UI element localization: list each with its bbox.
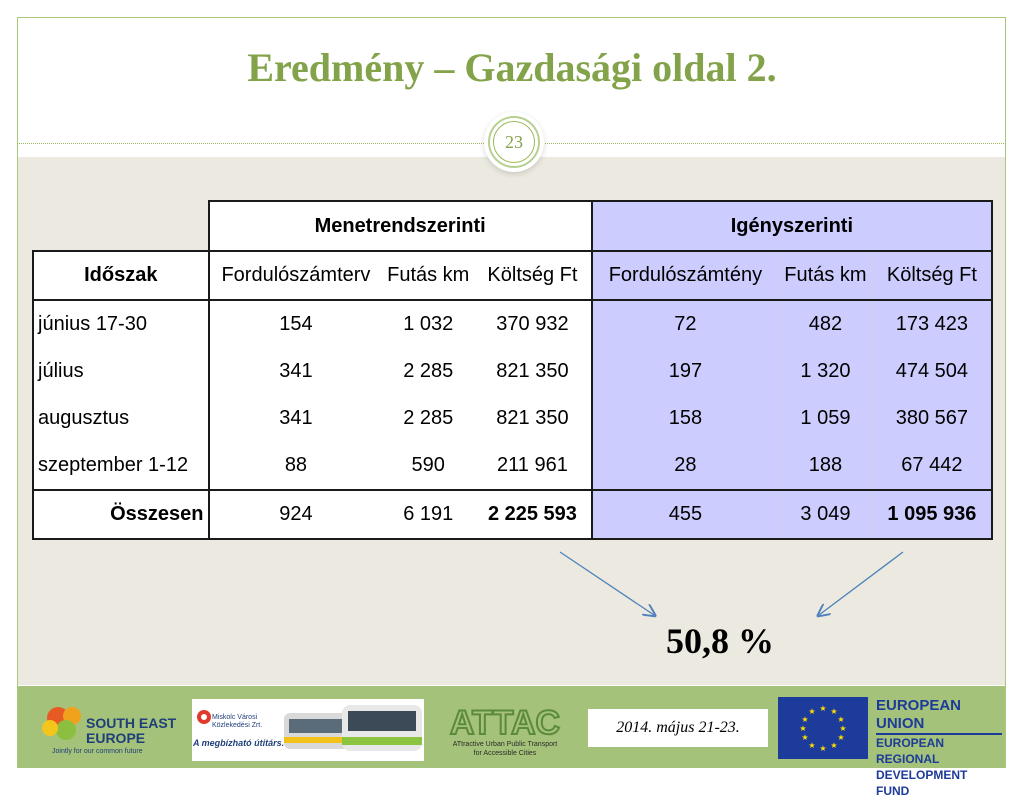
- attac-sub-line-2: for Accessible Cities: [473, 750, 537, 757]
- table-cell: 590: [382, 442, 474, 490]
- table-cell: 188: [779, 442, 873, 490]
- svg-text:★: ★: [801, 733, 809, 742]
- svg-text:★: ★: [799, 724, 807, 733]
- group-header-igeny: Igényszerinti: [592, 201, 992, 251]
- table-cell: 1 320: [779, 348, 873, 395]
- table-cell: 67 442: [872, 442, 992, 490]
- svg-text:★: ★: [837, 715, 845, 724]
- attac-logo-text: ATTAC: [449, 704, 561, 742]
- total-row: [33, 490, 992, 539]
- svg-text:★: ★: [808, 707, 816, 716]
- table-cell: 88: [209, 442, 383, 490]
- table-cell: 474 504: [872, 348, 992, 395]
- svg-text:★: ★: [830, 741, 838, 750]
- see-line-1: SOUTH EAST: [86, 715, 177, 731]
- svg-text:★: ★: [837, 733, 845, 742]
- row-label: június 17-30: [33, 300, 209, 348]
- eu-line-2: EUROPEAN REGIONAL: [876, 736, 945, 766]
- total-cell: 3 049: [779, 490, 873, 539]
- attac-sub-line-1: ATtractive Urban Public Transport: [452, 741, 558, 748]
- slide-title: Eredmény – Gazdasági oldal 2.: [247, 45, 777, 90]
- row-label: július: [33, 348, 209, 395]
- col-header-koltseg-1: Költség Ft: [474, 251, 592, 300]
- see-tagline: Jointly for our common future: [52, 748, 143, 755]
- table-cell: 821 350: [474, 395, 592, 442]
- svg-text:★: ★: [819, 744, 827, 753]
- table-cell: 173 423: [872, 300, 992, 348]
- table-cell: 1 059: [779, 395, 873, 442]
- table-cell: 821 350: [474, 348, 592, 395]
- total-cell: 924: [209, 490, 383, 539]
- table-cell: 72: [592, 300, 779, 348]
- table-cell: 211 961: [474, 442, 592, 490]
- mvk-buses-picture: [192, 699, 424, 761]
- total-cell: 455: [592, 490, 779, 539]
- row-label: szeptember 1-12: [33, 442, 209, 490]
- mvk-name: [212, 714, 262, 730]
- mvk-slogan: A megbízható útitárs.: [193, 738, 285, 748]
- col-header-koltseg-2: Költség Ft: [872, 251, 992, 300]
- results-table: [32, 200, 993, 540]
- eu-flag: [778, 697, 868, 759]
- eu-fund-label: [876, 697, 1002, 798]
- table-cell: 197: [592, 348, 779, 395]
- table-row: [33, 395, 992, 442]
- mvk-name-line-2: Közlekedési Zrt.: [212, 722, 263, 729]
- col-header-futas-km-1: Futás km: [382, 251, 474, 300]
- table-cell: 28: [592, 442, 779, 490]
- table-cell: 158: [592, 395, 779, 442]
- eu-line-1: EUROPEAN UNION: [876, 697, 1002, 735]
- table-cell: 2 285: [382, 395, 474, 442]
- mvk-name-line-1: Miskolc Városi: [212, 714, 258, 721]
- see-line-2: EUROPE: [86, 730, 146, 746]
- group-header-row: [33, 201, 992, 251]
- eu-line-3: DEVELOPMENT FUND: [876, 768, 968, 798]
- table-cell: 341: [209, 395, 383, 442]
- table-cell: 1 032: [382, 300, 474, 348]
- col-header-fordulo-terv: Fordulószámterv: [209, 251, 383, 300]
- page-number-badge: [488, 116, 540, 168]
- attac-subtitle: [440, 740, 570, 758]
- table-cell: 154: [209, 300, 383, 348]
- svg-text:★: ★: [830, 707, 838, 716]
- col-header-idoszak: Időszak: [33, 251, 209, 300]
- table-cell: 341: [209, 348, 383, 395]
- empty-corner: [33, 201, 209, 251]
- svg-text:★: ★: [801, 715, 809, 724]
- total-cell: 6 191: [382, 490, 474, 539]
- mvk-logo-box: [192, 699, 424, 761]
- table-cell: 482: [779, 300, 873, 348]
- svg-text:★: ★: [808, 741, 816, 750]
- table-cell: 380 567: [872, 395, 992, 442]
- table-row: [33, 300, 992, 348]
- group-header-menetrend: Menetrendszerinti: [209, 201, 592, 251]
- total-cost-igeny: 1 095 936: [872, 490, 992, 539]
- total-cost-menetrend: 2 225 593: [474, 490, 592, 539]
- table-row: [33, 348, 992, 395]
- col-header-futas-km-2: Futás km: [779, 251, 873, 300]
- col-header-fordulo-teny: Fordulószámtény: [592, 251, 779, 300]
- total-label: Összesen: [33, 490, 209, 539]
- table-row: [33, 442, 992, 490]
- row-label: augusztus: [33, 395, 209, 442]
- see-logo-text: [86, 716, 176, 746]
- svg-text:★: ★: [819, 704, 827, 713]
- svg-text:★: ★: [839, 724, 847, 733]
- table-cell: 370 932: [474, 300, 592, 348]
- column-header-row: [33, 251, 992, 300]
- page-number: 23: [493, 121, 535, 163]
- table-cell: 2 285: [382, 348, 474, 395]
- event-date: 2014. május 21-23.: [588, 709, 768, 747]
- result-percentage: 50,8 %: [666, 621, 774, 661]
